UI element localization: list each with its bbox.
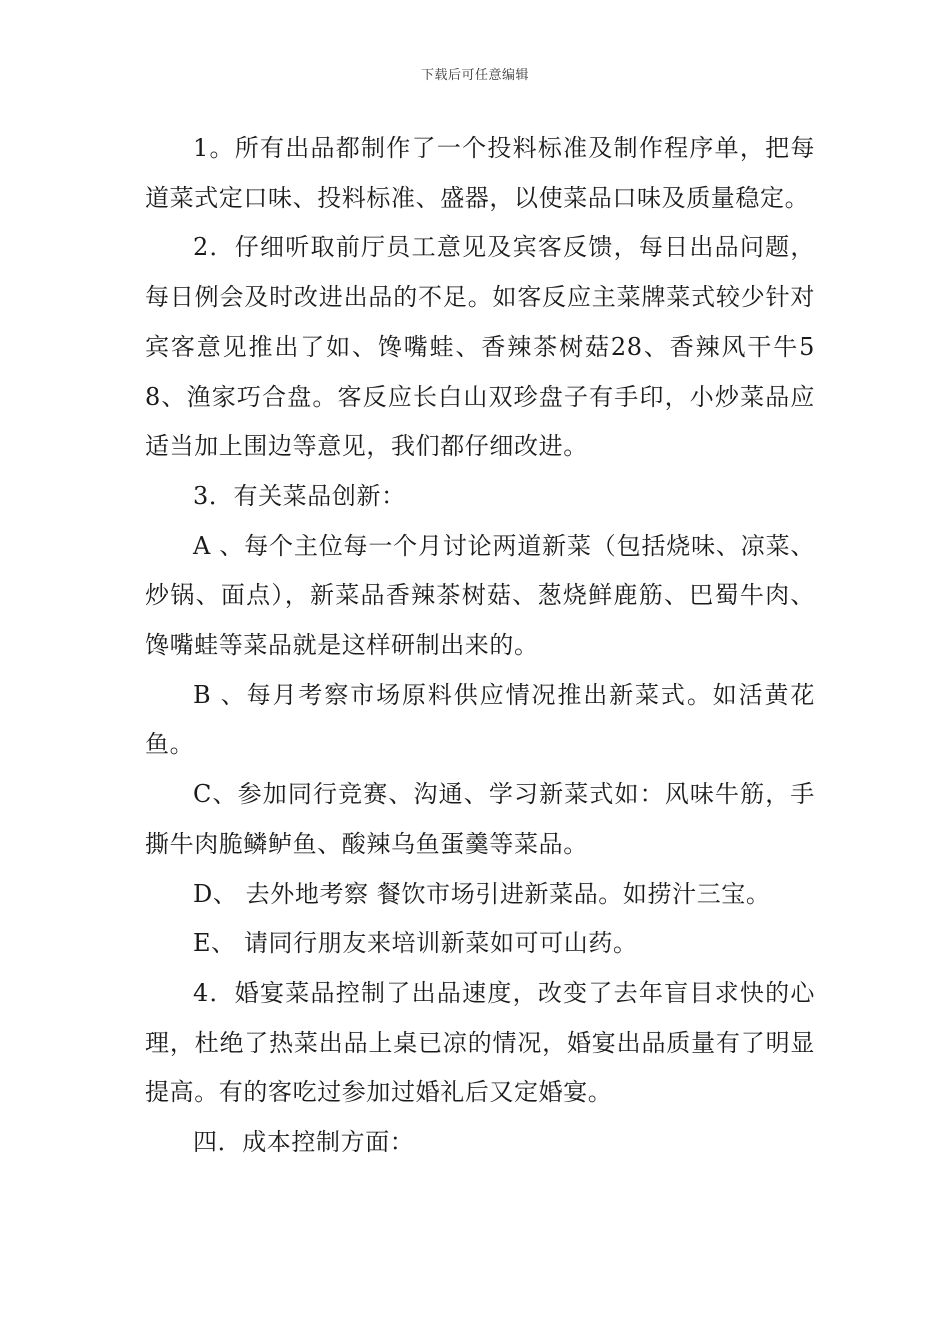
document-body — [145, 124, 815, 1168]
paragraph-2-feedback: 2．仔细听取前厅员工意见及宾客反馈，每日出品问题，每日例会及时改进出品的不足。如客反应主菜牌菜式较少针对宾客意见推出了如、馋嘴蛙、香辣茶树菇28、香辣风干牛58、渔家巧合盘。客反应长白山双珍盘子有手印，小炒菜品应适当加上围边等意见，我们都仔细改进。 — [145, 233, 815, 461]
paragraph-3a-monthly-dishes: A 、每个主位每一个月讨论两道新菜（包括烧味、凉菜、炒锅、面点），新菜品香辣茶树菇、葱烧鲜鹿筋、巴蜀牛肉、馋嘴蛙等菜品就是这样研制出来的。 — [145, 531, 815, 660]
page-header: 下载后可任意编辑 — [420, 68, 529, 83]
paragraph-3e-training: E、 请同行朋友来培训新菜如可可山药。 — [193, 929, 638, 958]
paragraph-3b-market-survey: B 、每月考察市场原料供应情况推出新菜式。如活黄花鱼。 — [145, 680, 815, 759]
section-4-cost-control-heading: 四．成本控制方面： — [193, 1128, 415, 1157]
paragraph-1-standards: 1。所有出品都制作了一个投料标准及制作程序单，把每道菜式定口味、投料标准、盛器，以使菜品口味及质量稳定。 — [145, 134, 815, 212]
paragraph-4-wedding-banquet: 4．婚宴菜品控制了出品速度，改变了去年盲目求快的心理，杜绝了热菜出品上桌已凉的情况，婚宴出品质量有了明显提高。有的客吃过参加过婚礼后又定婚宴。 — [145, 978, 815, 1107]
paragraph-3-innovation-heading: 3．有关菜品创新： — [193, 481, 406, 510]
paragraph-3d-field-trips: D、 去外地考察 餐饮市场引进新菜品。如捞汁三宝。 — [193, 879, 771, 908]
paragraph-3c-competitions: C、参加同行竞赛、沟通、学习新菜式如：风味牛筋，手撕牛肉脆鳞鲈鱼、酸辣乌鱼蛋羹等菜品。 — [145, 780, 815, 858]
